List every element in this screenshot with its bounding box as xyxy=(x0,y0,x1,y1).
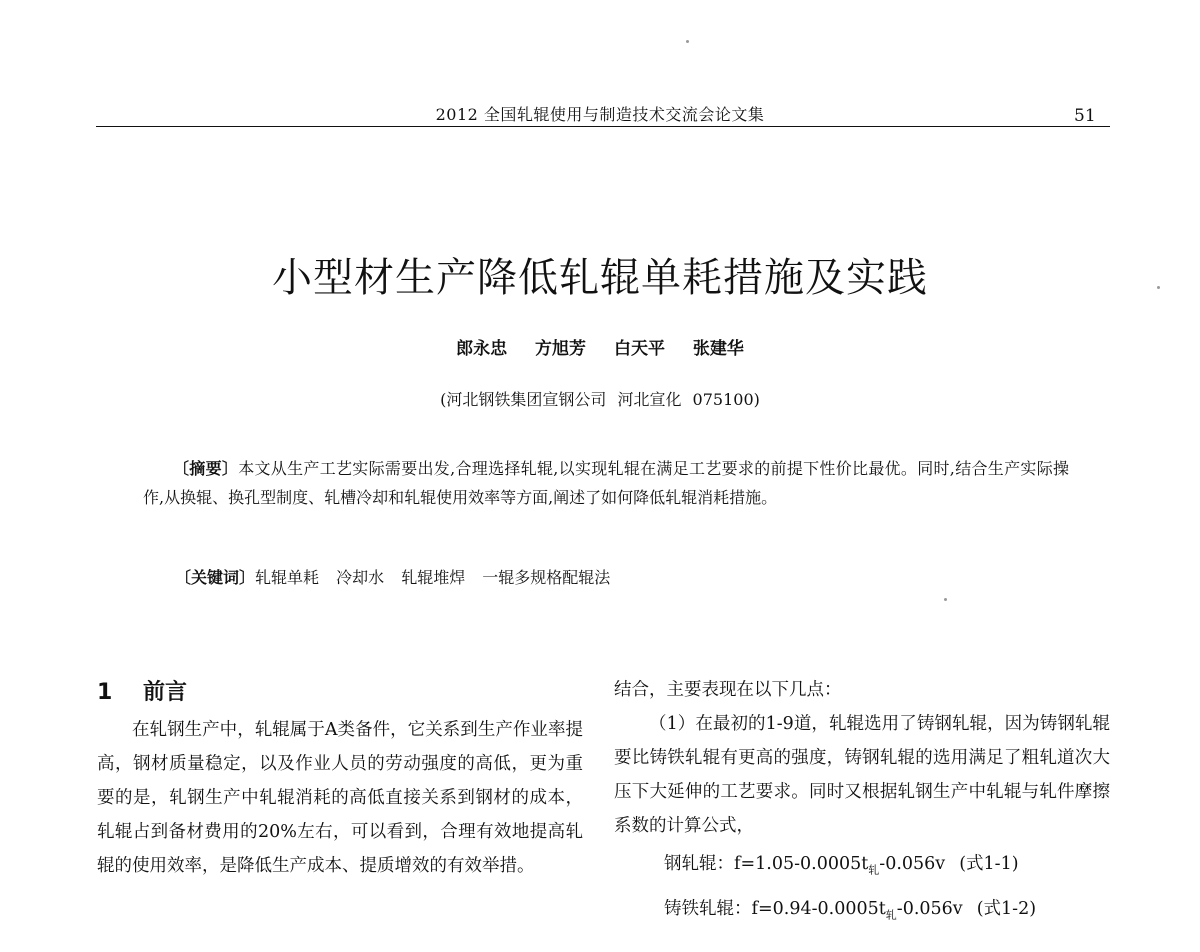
keywords-text: 轧辊单耗 冷却水 轧辊堆焊 一辊多规格配辊法 xyxy=(255,568,611,587)
introduction-paragraph: 在轧钢生产中，轧辊属于A类备件，它关系到生产作业率提高，钢材质量稳定，以及作业人员的劳动强度的高低，更为重要的是，轧钢生产中轧辊消耗的高低直接关系到钢材的成本，轧辊占到备材费用的20%左右，可以看到，合理有效地提高轧辊的使用效率，是降低生产成本、提质增效的有效举措。 xyxy=(97,720,583,876)
keywords xyxy=(175,565,610,588)
section-heading xyxy=(97,673,583,713)
formula-1 xyxy=(664,847,1110,888)
section-title: 前言 xyxy=(143,680,188,705)
formula-1-subscript: 轧 xyxy=(868,863,880,877)
right-intro-text: 结合，主要表现在以下几点： xyxy=(614,680,842,700)
header-rule xyxy=(96,126,1110,127)
formula-1-main: 钢轧辊：f=1.05-0.0005t xyxy=(664,854,869,874)
point-1-paragraph: （1）在最初的1-9道，轧辊选用了铸钢轧辊，因为铸钢轧辊要比铸铁轧辊有更高的强度，铸钢轧辊的选用满足了粗轧道次大压下大延伸的工艺要求。同时又根据轧钢生产中轧辊与轧件摩擦系数的计算公式， xyxy=(614,714,1110,836)
formula-2-tail: -0.056v xyxy=(896,898,963,919)
formula-1-tail: -0.056v xyxy=(879,854,946,874)
abstract-text: 本文从生产工艺实际需要出发,合理选择轧辊,以实现轧辊在满足工艺要求的前提下性价比最优。同时,结合生产实际操作,从换辊、换孔型制度、轧槽冷却和轧辊使用效率等方面,阐述了如何降低轧辊消耗措施。 xyxy=(143,459,1069,507)
abstract xyxy=(143,454,1069,512)
formula-2 xyxy=(664,892,1110,933)
formula-2-subscript: 轧 xyxy=(885,908,897,921)
scan-speck xyxy=(944,598,947,601)
keywords-label: 〔关键词〕 xyxy=(175,568,256,587)
left-column xyxy=(97,673,583,883)
formula-2-main: 铸铁轧辊：f=0.94-0.0005t xyxy=(664,898,886,919)
paper-affiliation: (河北钢铁集团宣钢公司 河北宣化 075100) xyxy=(440,390,760,409)
abstract-label: 〔摘要〕 xyxy=(173,459,239,478)
paper-authors: 郎永忠 方旭芳 白天平 张建华 xyxy=(456,339,744,359)
scan-speck xyxy=(686,40,689,43)
running-header-title: 2012 全国轧辊使用与制造技术交流会论文集 xyxy=(435,105,765,124)
page-number: 51 xyxy=(1074,106,1096,126)
paper-title: 小型材生产降低轧辊单耗措施及实践 xyxy=(272,255,928,301)
section-number: 1 xyxy=(97,680,113,705)
formula-1-tag: (式1-1) xyxy=(959,854,1019,874)
scan-speck xyxy=(1157,286,1160,289)
right-column xyxy=(614,673,1110,932)
formula-2-tag: (式1-2) xyxy=(976,898,1037,919)
